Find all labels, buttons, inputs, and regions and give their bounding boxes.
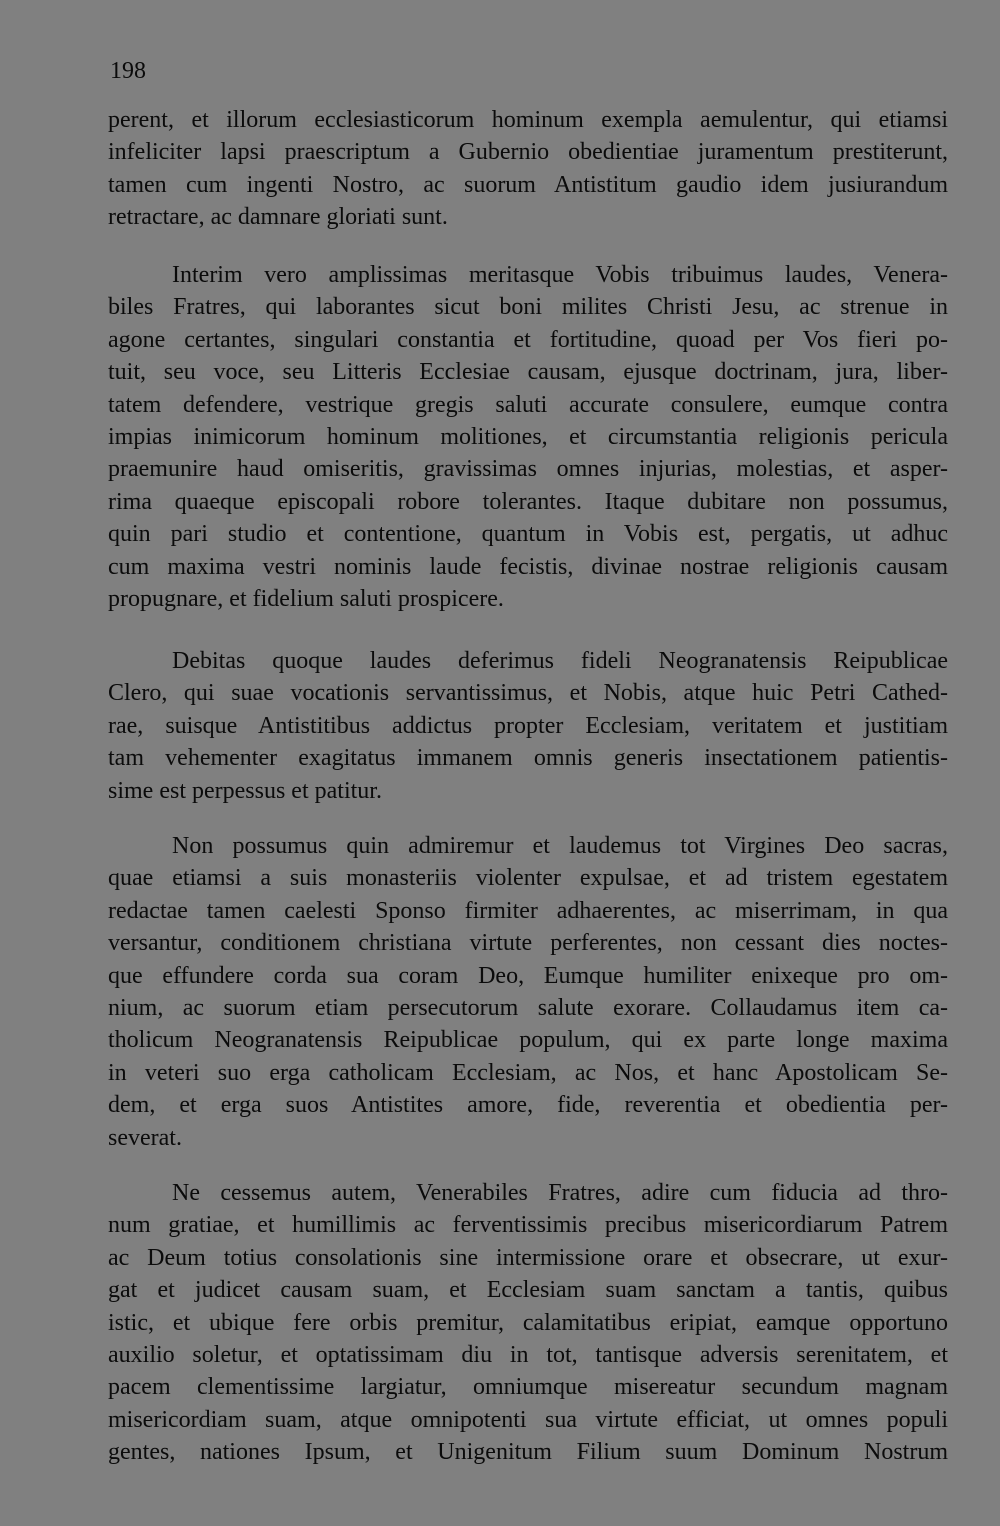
text-line: biles Fratres, qui laborantes sicut boni milites Christi Jesu, ac strenue in <box>108 294 948 321</box>
text-line: rima quaeque episcopali robore tolerantes. Itaque dubitare non possumus, <box>108 488 948 515</box>
text-line: praemunire haud omiseritis, gravissimas omnes injurias, molestias, et asper- <box>108 456 948 483</box>
text-line: versantur, conditionem christiana virtute perferentes, non cessant dies noctes- <box>108 930 948 957</box>
text-line: quae etiamsi a suis monasteriis violenter expulsae, et ad tristem egestatem <box>108 865 948 892</box>
paragraph-2 <box>108 259 948 615</box>
page-number: 198 <box>110 58 146 84</box>
text-line: perent, et illorum ecclesiasticorum hominum exempla aemulentur, qui etiamsi <box>108 107 948 133</box>
text-line: retractare, ac damnare gloriati sunt. <box>108 204 448 231</box>
text-line: cum maxima vestri nominis laude fecistis, divinae nostrae religionis causam <box>108 553 948 580</box>
text-line: Ne cessemus autem, Venerabiles Fratres, adire cum fiducia ad thro- <box>172 1180 948 1206</box>
text-line: Clero, qui suae vocationis servantissimus, et Nobis, atque huic Petri Cathed- <box>108 680 948 707</box>
text-line: nium, ac suorum etiam persecutorum salute exorare. Collaudamus item ca- <box>108 994 948 1021</box>
text-line: auxilio soletur, et optatissimam diu in tot, tantisque adversis serenitatem, et <box>108 1341 948 1368</box>
paragraph-5 <box>108 1177 948 1469</box>
text-line: istic, et ubique fere orbis premitur, calamitatibus eripiat, eamque opportuno <box>108 1309 948 1336</box>
text-line: ac Deum totius consolationis sine intermissione orare et obsecrare, ut exur- <box>108 1244 948 1271</box>
text-line: impias inimicorum hominum molitiones, et circumstantia religionis pericula <box>108 423 948 450</box>
text-line: pacem clementissime largiatur, omniumque misereatur secundum magnam <box>108 1374 948 1401</box>
text-line: tholicum Neogranatensis Reipublicae populum, qui ex parte longe maxima <box>108 1027 948 1054</box>
text-line: misericordiam suam, atque omnipotenti sua virtute efficiat, ut omnes populi <box>108 1406 948 1433</box>
text-line: propugnare, et fidelium saluti prospicere. <box>108 585 504 612</box>
text-line: tamen cum ingenti Nostro, ac suorum Antistitum gaudio idem jusiurandum <box>108 171 948 198</box>
text-line: infeliciter lapsi praescriptum a Gubernio obedientiae juramentum prestiterunt, <box>108 139 948 166</box>
text-line: Interim vero amplissimas meritasque Vobis tribuimus laudes, Venera- <box>172 262 948 288</box>
text-line: in veteri suo erga catholicam Ecclesiam, ac Nos, et hanc Apostolicam Se- <box>108 1059 948 1086</box>
text-line: sime est perpessus et patitur. <box>108 777 382 804</box>
paragraph-4 <box>108 830 948 1154</box>
text-line: rae, suisque Antistitibus addictus propter Ecclesiam, veritatem et justitiam <box>108 712 948 739</box>
text-line: tam vehementer exagitatus immanem omnis generis insectationem patientis- <box>108 745 948 772</box>
text-line: dem, et erga suos Antistites amore, fide, reverentia et obedientia per- <box>108 1092 948 1119</box>
paragraph-1 <box>108 104 948 234</box>
paragraph-3 <box>108 645 948 807</box>
text-line: num gratiae, et humillimis ac ferventissimis precibus misericordiarum Patrem <box>108 1212 948 1239</box>
text-line: tuit, seu voce, seu Litteris Ecclesiae causam, ejusque doctrinam, jura, liber- <box>108 359 948 386</box>
text-line: Debitas quoque laudes deferimus fideli Neogranatensis Reipublicae <box>172 648 948 674</box>
text-line: quin pari studio et contentione, quantum in Vobis est, pergatis, ut adhuc <box>108 521 948 548</box>
text-line: agone certantes, singulari constantia et fortitudine, quoad per Vos fieri po- <box>108 326 948 353</box>
text-line: gentes, nationes Ipsum, et Unigenitum Filium suum Dominum Nostrum <box>108 1439 948 1466</box>
text-line: gat et judicet causam suam, et Ecclesiam suam sanctam a tantis, quibus <box>108 1277 948 1304</box>
text-line: Non possumus quin admiremur et laudemus tot Virgines Deo sacras, <box>172 833 948 859</box>
text-line: redactae tamen caelesti Sponso firmiter adhaerentes, ac miserrimam, in qua <box>108 897 948 924</box>
text-line: que effundere corda sua coram Deo, Eumque humiliter enixeque pro om- <box>108 962 948 989</box>
text-line: severat. <box>108 1124 182 1151</box>
text-line: tatem defendere, vestrique gregis saluti accurate consulere, eumque contra <box>108 391 948 418</box>
